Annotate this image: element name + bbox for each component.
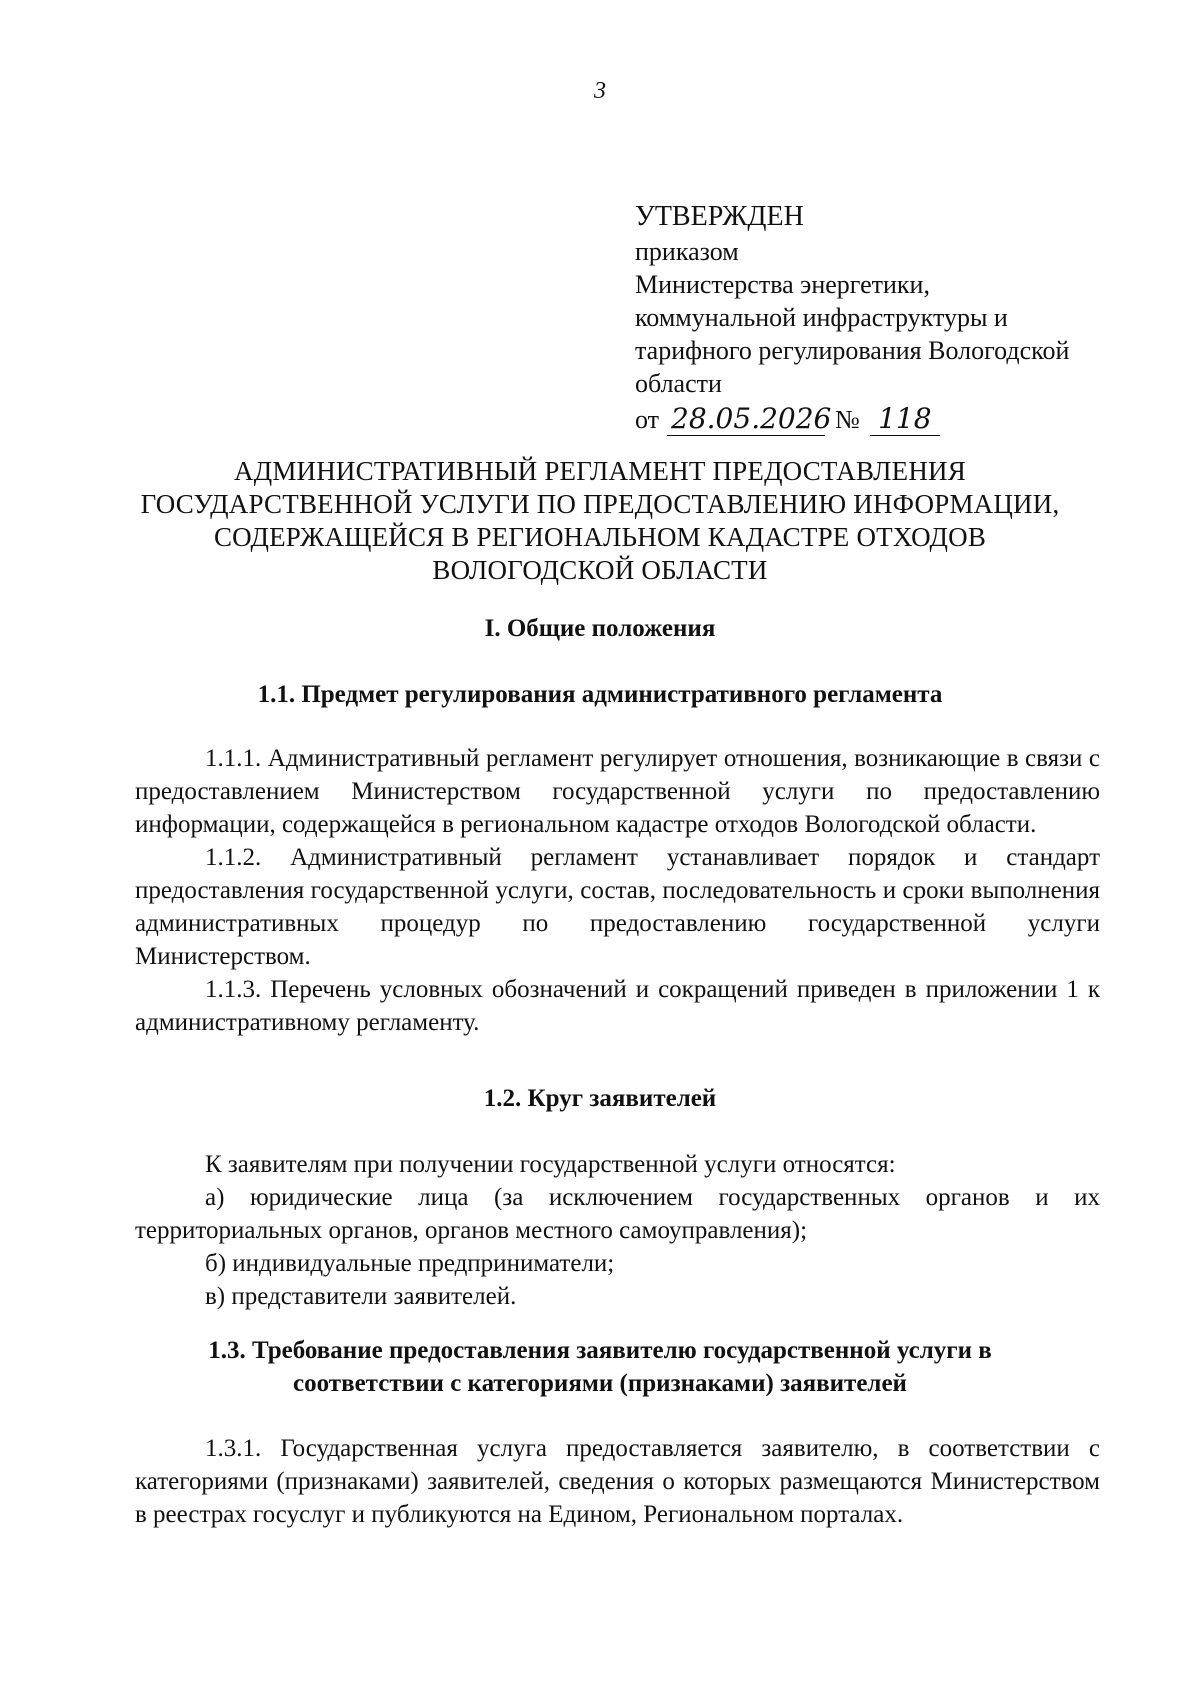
section-heading-1-3 — [120, 1334, 1080, 1400]
approval-line: Министерства энергетики, — [635, 270, 930, 299]
approval-stamp-block — [635, 200, 1105, 436]
paragraph: а) юридические лица (за исключением государственных органов и их территориальных органов, органов местного самоуправления); — [135, 1184, 1100, 1244]
number-label: № — [835, 405, 860, 434]
section-heading-1-2: 1.2. Круг заявителей — [483, 1085, 717, 1112]
section-heading-line: соответствии с категориями (признаками) заявителей — [293, 1370, 907, 1397]
approval-line: тарифного регулирования Вологодской — [635, 336, 1070, 365]
paragraph: 1.1.3. Перечень условных обозначений и сокращений приведен в приложении 1 к административному регламенту. — [135, 976, 1100, 1036]
section-1-2-body — [135, 1148, 1100, 1313]
paragraph: 1.1.2. Административный регламент устанавливает порядок и стандарт предоставления государственной услуги, состав, последовательность и сроки выполнения административных процедур по предоставлению государственной услуги Министерством. — [135, 844, 1100, 970]
document-title-line: ВОЛОГОДСКОЙ ОБЛАСТИ — [432, 555, 768, 585]
section-heading-line: 1.3. Требование предоставления заявителю государственной услуги в — [208, 1337, 992, 1364]
paragraph: 1.1.1. Административный регламент регулирует отношения, возникающие в связи с предоставлением Министерством государственной услуги по предоставлению информации, содержащейся в региональном кадастре отходов Вологодской области. — [135, 745, 1100, 838]
approval-line: приказом — [635, 237, 739, 266]
approval-line: коммунальной инфраструктуры и — [635, 303, 1008, 332]
section-1-1-body — [135, 742, 1100, 1039]
approval-title: УТВЕРЖДЕН — [635, 201, 804, 232]
page-number: 3 — [594, 78, 606, 104]
document-title — [120, 455, 1080, 587]
document-title-line: ГОСУДАРСТВЕННОЙ УСЛУГИ ПО ПРЕДОСТАВЛЕНИЮ ИНФОРМАЦИИ, — [140, 489, 1060, 519]
paragraph: в) представители заявителей. — [205, 1283, 517, 1310]
handwritten-date: 28.05.2026 — [667, 402, 825, 436]
document-title-line: АДМИНИСТРАТИВНЫЙ РЕГЛАМЕНТ ПРЕДОСТАВЛЕНИЯ — [234, 456, 966, 486]
section-1-3-body — [135, 1432, 1100, 1531]
handwritten-number: 118 — [870, 402, 940, 436]
approval-date-number-line — [635, 402, 1105, 436]
paragraph: б) индивидуальные предприниматели; — [205, 1250, 615, 1277]
paragraph: 1.3.1. Государственная услуга предоставляется заявителю, в соответствии с категориями (признаками) заявителей, сведения о которых размещаются Министерством в реестрах госуслуг и публикуются на Едином, Региональном порталах. — [135, 1435, 1100, 1528]
section-heading-1-1: 1.1. Предмет регулирования административного регламента — [257, 681, 943, 708]
section-heading-general: I. Общие положения — [484, 615, 716, 642]
paragraph: К заявителям при получении государственной услуги относятся: — [205, 1151, 896, 1178]
from-label: от — [635, 405, 660, 434]
document-title-line: СОДЕРЖАЩЕЙСЯ В РЕГИОНАЛЬНОМ КАДАСТРЕ ОТХОДОВ — [213, 522, 987, 552]
approval-line: области — [635, 369, 722, 398]
